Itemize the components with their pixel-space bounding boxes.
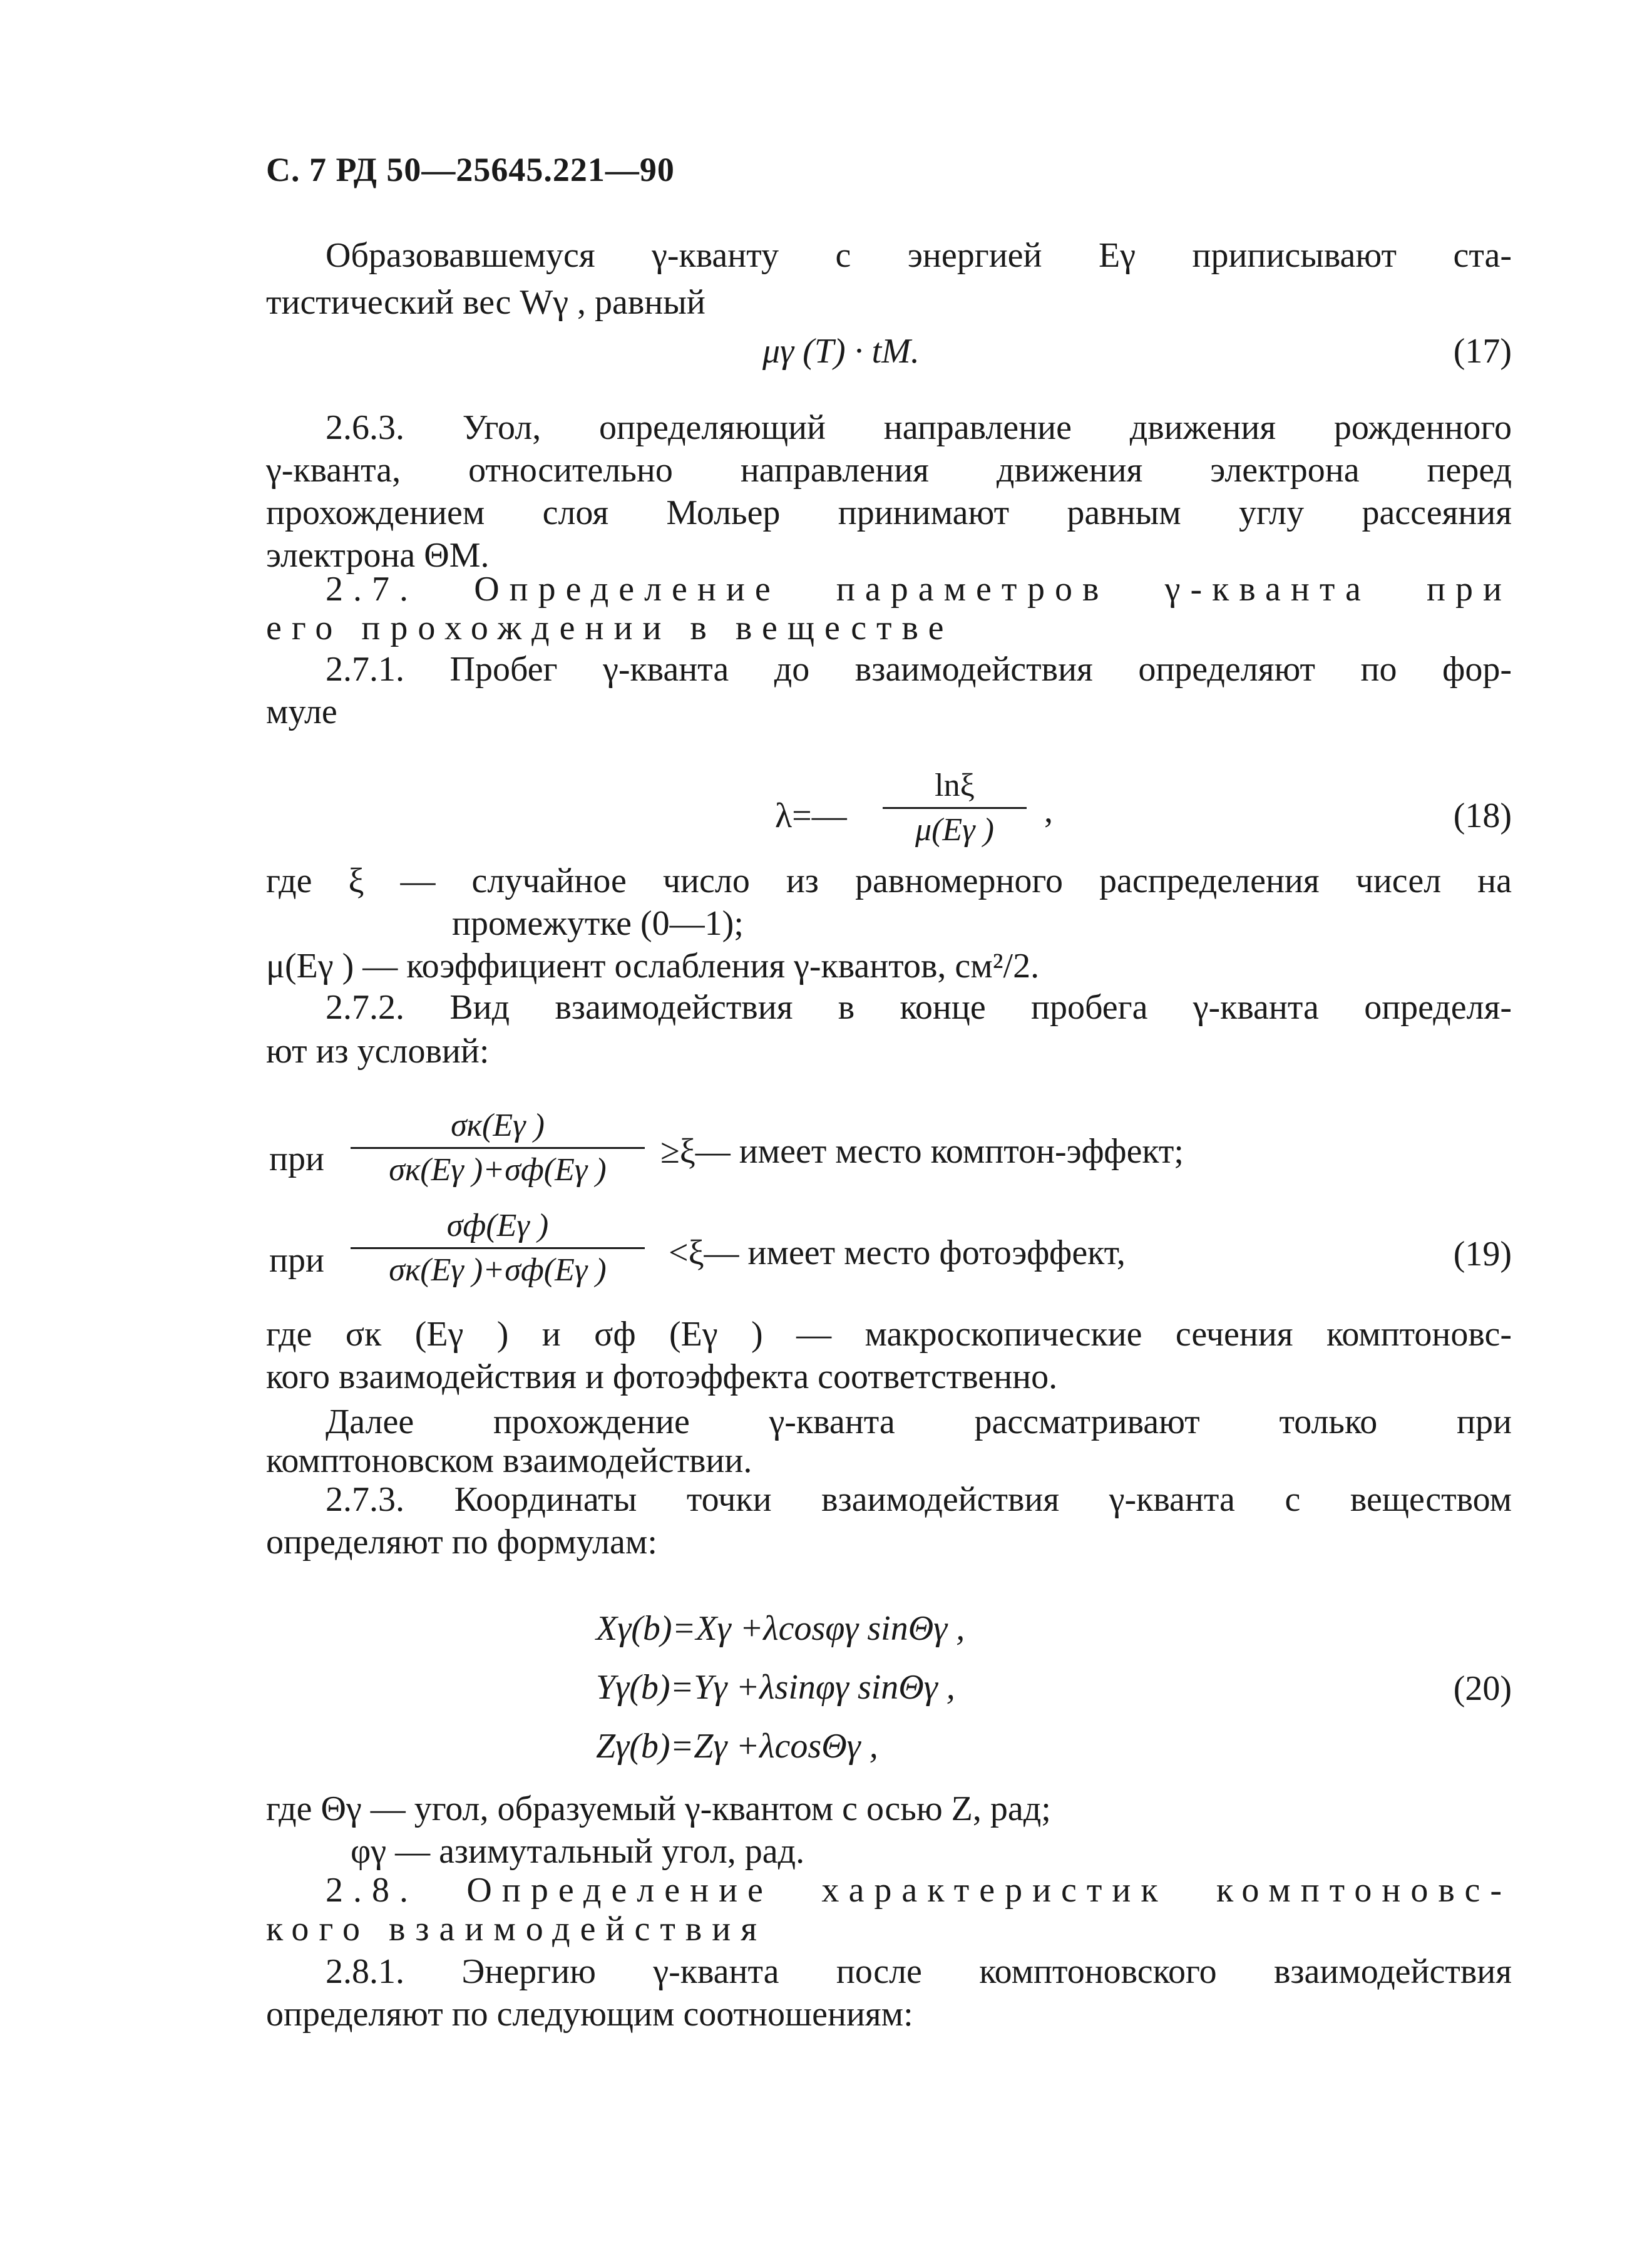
equation-number-20: (20) bbox=[1453, 1669, 1512, 1708]
equation-number-17: (17) bbox=[1453, 332, 1512, 371]
text-line: кого взаимодействия и фотоэффекта соответственно. bbox=[266, 1357, 1058, 1396]
text-line: Образовавшемуся γ-кванту с энергией Eγ приписывают ста- bbox=[326, 236, 1512, 275]
text-line: 2.8.1. Энергию γ-кванта после комптоновского взаимодействия bbox=[326, 1952, 1512, 1991]
equation-18-lhs: λ=— bbox=[775, 796, 847, 835]
text-line: 2.7.1. Пробег γ-кванта до взаимодействия определяют по фор- bbox=[326, 650, 1512, 689]
text-line: где σк (Eγ ) и σф (Eγ ) — макроскопические сечения комптоновс- bbox=[266, 1315, 1512, 1354]
text-line: промежутке (0—1); bbox=[452, 904, 744, 943]
text-line: Далее прохождение γ-кванта рассматривают только при bbox=[326, 1402, 1512, 1441]
equation-17: μγ (T) · tМ. bbox=[762, 332, 920, 371]
text-line: прохождением слоя Мольер принимают равным углу рассеяния bbox=[266, 493, 1512, 532]
text-line: μ(Eγ ) — коэффициент ослабления γ-квантов, см²/2. bbox=[266, 947, 1040, 985]
equation-19-fraction-2 bbox=[351, 1207, 645, 1289]
text-line: γ-кванта, относительно направления движения электрона перед bbox=[266, 451, 1512, 490]
equation-19-fraction-1 bbox=[351, 1107, 645, 1189]
text-line: определяют по следующим соотношениям: bbox=[266, 1995, 913, 2034]
fraction-bar bbox=[351, 1147, 645, 1149]
section-heading-cont: его прохождении в веществе bbox=[266, 609, 954, 647]
equation-18-comma: , bbox=[1044, 791, 1053, 830]
equation-20-line-2: Yγ(b)=Yγ +λsinφγ sinΘγ , bbox=[596, 1668, 955, 1707]
equation-number-19: (19) bbox=[1453, 1235, 1512, 1274]
fraction-numerator: lnξ bbox=[935, 768, 975, 803]
fraction-denominator: μ(Eγ ) bbox=[915, 812, 994, 848]
equation-20-line-3: Zγ(b)=Zγ +λcosΘγ , bbox=[596, 1727, 878, 1766]
text-line: комптоновском взаимодействии. bbox=[266, 1441, 752, 1480]
text-line: муле bbox=[266, 692, 337, 731]
text-line: электрона ΘМ. bbox=[266, 536, 490, 575]
text-line: 2.7.2. Вид взаимодействия в конце пробега γ-кванта определя- bbox=[326, 988, 1512, 1027]
section-heading: 2.8. Определение характеристик комптоновс- bbox=[326, 1871, 1512, 1910]
section-heading-cont: кого взаимодействия bbox=[266, 1910, 767, 1948]
condition-label: при bbox=[269, 1140, 324, 1178]
text-line: 2.7.3. Координаты точки взаимодействия γ-кванта с веществом bbox=[326, 1480, 1512, 1519]
condition-text: <ξ— имеет место фотоэффект, bbox=[669, 1233, 1126, 1272]
text-line: где ξ — случайное число из равномерного распределения чисел на bbox=[266, 862, 1512, 900]
text-line: где Θγ — угол, образуемый γ-квантом с осью Z, рад; bbox=[266, 1789, 1051, 1828]
fraction-denominator: σк(Eγ )+σф(Eγ ) bbox=[389, 1252, 607, 1288]
condition-label: при bbox=[269, 1241, 324, 1280]
fraction-bar bbox=[351, 1247, 645, 1249]
equation-20-line-1: Xγ(b)=Xγ +λcosφγ sinΘγ , bbox=[596, 1609, 965, 1648]
equation-number-18: (18) bbox=[1453, 796, 1512, 835]
fraction-bar bbox=[883, 807, 1027, 809]
section-heading: 2.7. Определение параметров γ-кванта при bbox=[326, 570, 1512, 609]
text-line: 2.6.3. Угол, определяющий направление движения рожденного bbox=[326, 408, 1512, 447]
fraction-numerator: σф(Eγ ) bbox=[446, 1208, 549, 1243]
fraction-denominator: σк(Eγ )+σф(Eγ ) bbox=[389, 1152, 607, 1188]
fraction-numerator: σк(Eγ ) bbox=[451, 1108, 545, 1143]
text-line: тистический вес Wγ , равный bbox=[266, 283, 705, 322]
page-header: С. 7 РД 50—25645.221—90 bbox=[266, 151, 675, 188]
condition-text: ≥ξ— имеет место комптон-эффект; bbox=[660, 1132, 1184, 1171]
text-line: определяют по формулам: bbox=[266, 1523, 657, 1562]
equation-18-fraction bbox=[883, 767, 1027, 849]
text-line: φγ — азимутальный угол, рад. bbox=[351, 1832, 805, 1871]
text-line: ют из условий: bbox=[266, 1032, 490, 1071]
